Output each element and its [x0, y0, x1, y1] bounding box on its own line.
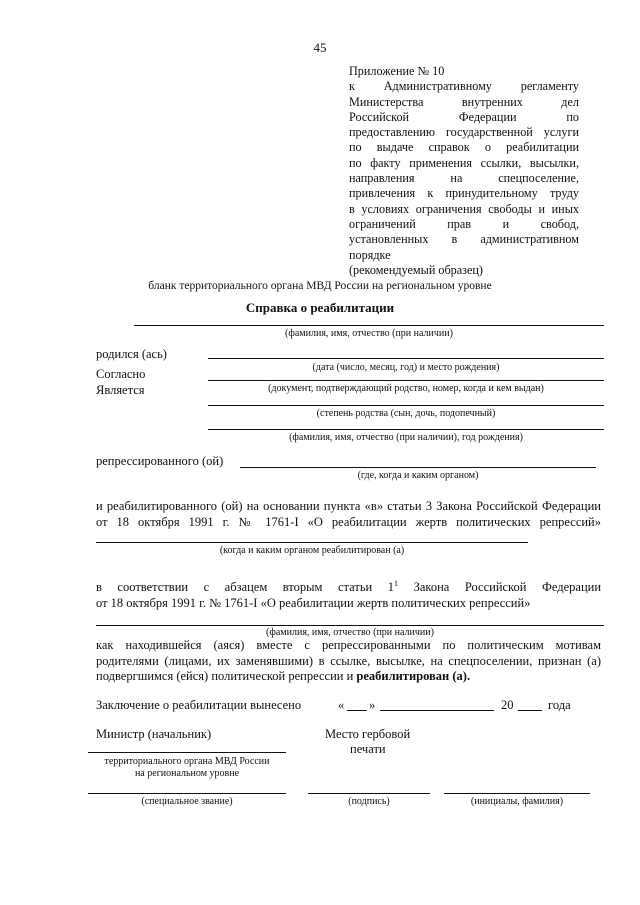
year-prefix: 20 [501, 698, 514, 712]
fio-caption: (фамилия, имя, отчество (при наличии) [285, 328, 453, 339]
initials-caption: (инициалы, фамилия) [470, 796, 564, 807]
page-number: 45 [313, 40, 327, 55]
para1-line: от 18 октября 1991 г. № 1761-I «О реабилитации жертв политических репрессий» [96, 514, 601, 529]
para1-line: и реабилитированного (ой) на основании пункта «в» статьи 3 Закона Российской Федерации [96, 499, 601, 513]
seal-place-label: Место гербовой [325, 727, 411, 741]
fio-year-caption: (фамилия, имя, отчество (при наличии), год рождения) [289, 432, 523, 443]
appendix-line: по выдаче справок о реабилитации [349, 140, 579, 155]
signature-caption: (подпись) [348, 796, 390, 807]
signature-line[interactable] [308, 793, 430, 794]
document-line[interactable] [208, 380, 604, 381]
rehab-by-line[interactable] [96, 542, 528, 543]
territorial-caption: территориального органа МВД России [104, 756, 270, 767]
born-label: родился (ась) [96, 347, 167, 361]
day-field[interactable] [347, 710, 367, 711]
appendix-line: порядке [349, 247, 391, 262]
fio2-line[interactable] [96, 625, 604, 626]
para2-line: в соответствии с абзацем вторым статьи $1^1$ Закона Российской Федерации [96, 578, 602, 594]
paragraph-rehabilitation-basis [96, 499, 601, 530]
document-caption: (документ, подтверждающий родство, номер, когда и кем выдан) [268, 383, 544, 394]
rank-caption: (специальное звание) [141, 796, 233, 807]
appendix-line: привлечения к принудительному труду [349, 186, 579, 201]
year-suffix: года [548, 698, 571, 712]
appendix-line: предоставлению государственной услуги [349, 125, 579, 140]
appendix-line: установленных в административном [349, 232, 579, 247]
date-quote-close: » [369, 698, 376, 712]
appendix-line: ограничений прав и свобод, [349, 216, 579, 231]
repression-line[interactable] [240, 467, 596, 468]
minister-label: Министр (начальник) [96, 727, 212, 741]
appendix-line: в условиях ограничения свободы и иных [349, 201, 579, 216]
document-title: Справка о реабилитации [245, 300, 395, 315]
appendix-line: направления на спецпоселение, [349, 171, 579, 186]
fio-year-line[interactable] [208, 429, 604, 430]
para2-line: от 18 октября 1991 г. № 1761-I «О реабилитации жертв политических репрессий» [96, 595, 531, 610]
date-quote-open: « [338, 698, 345, 712]
appendix-block [349, 64, 579, 278]
conclusion-label: Заключение о реабилитации вынесено [96, 698, 302, 712]
para3-line: как находившейся (аяся) вместе с репрессированными по политическим мотивам [96, 638, 601, 652]
kinship-caption: (степень родства (сын, дочь, подопечный) [316, 408, 496, 419]
seal-label: печати [350, 742, 386, 756]
birth-line[interactable] [208, 358, 604, 359]
regional-caption: на региональном уровне [134, 768, 240, 779]
fio-line[interactable] [134, 325, 604, 326]
according-label: Согласно [96, 367, 146, 381]
kinship-line[interactable] [208, 405, 604, 406]
fio2-caption: (фамилия, имя, отчество (при наличии) [266, 627, 434, 638]
birth-caption: (дата (число, месяц, год) и место рождения) [312, 362, 500, 373]
paragraph-status [96, 638, 601, 685]
initials-line[interactable] [444, 793, 590, 794]
para3-line: подвергшимся (ейся) политической репрессии и реабилитирован (а). [96, 669, 471, 683]
appendix-line: Министерства внутренних дел [349, 94, 579, 109]
rehab-by-caption: (когда и каким органом реабилитирован (а) [219, 545, 405, 556]
appendix-line: Российской Федерации по [349, 109, 579, 124]
para3-line: родителями (лицами, их заменявшими) в ссылке, высылке, на спецпоселении, признан (а) [96, 653, 601, 668]
is-label: Является [96, 383, 145, 397]
year-field[interactable] [518, 710, 542, 711]
appendix-line: по факту применения ссылки, высылки, [349, 155, 579, 170]
paragraph-article-reference [96, 580, 601, 611]
appendix-title: Приложение № 10 [349, 64, 445, 78]
appendix-line: к Административному регламенту [349, 79, 579, 94]
month-field[interactable] [380, 710, 494, 711]
appendix-note: (рекомендуемый образец) [349, 262, 483, 277]
repression-caption: (где, когда и каким органом) [357, 470, 479, 481]
repressed-label: репрессированного (ой) [96, 454, 224, 468]
rank-line[interactable] [88, 793, 286, 794]
minister-line[interactable] [88, 752, 286, 753]
letterhead-note: бланк территориального органа МВД России на региональном уровне [148, 280, 492, 292]
